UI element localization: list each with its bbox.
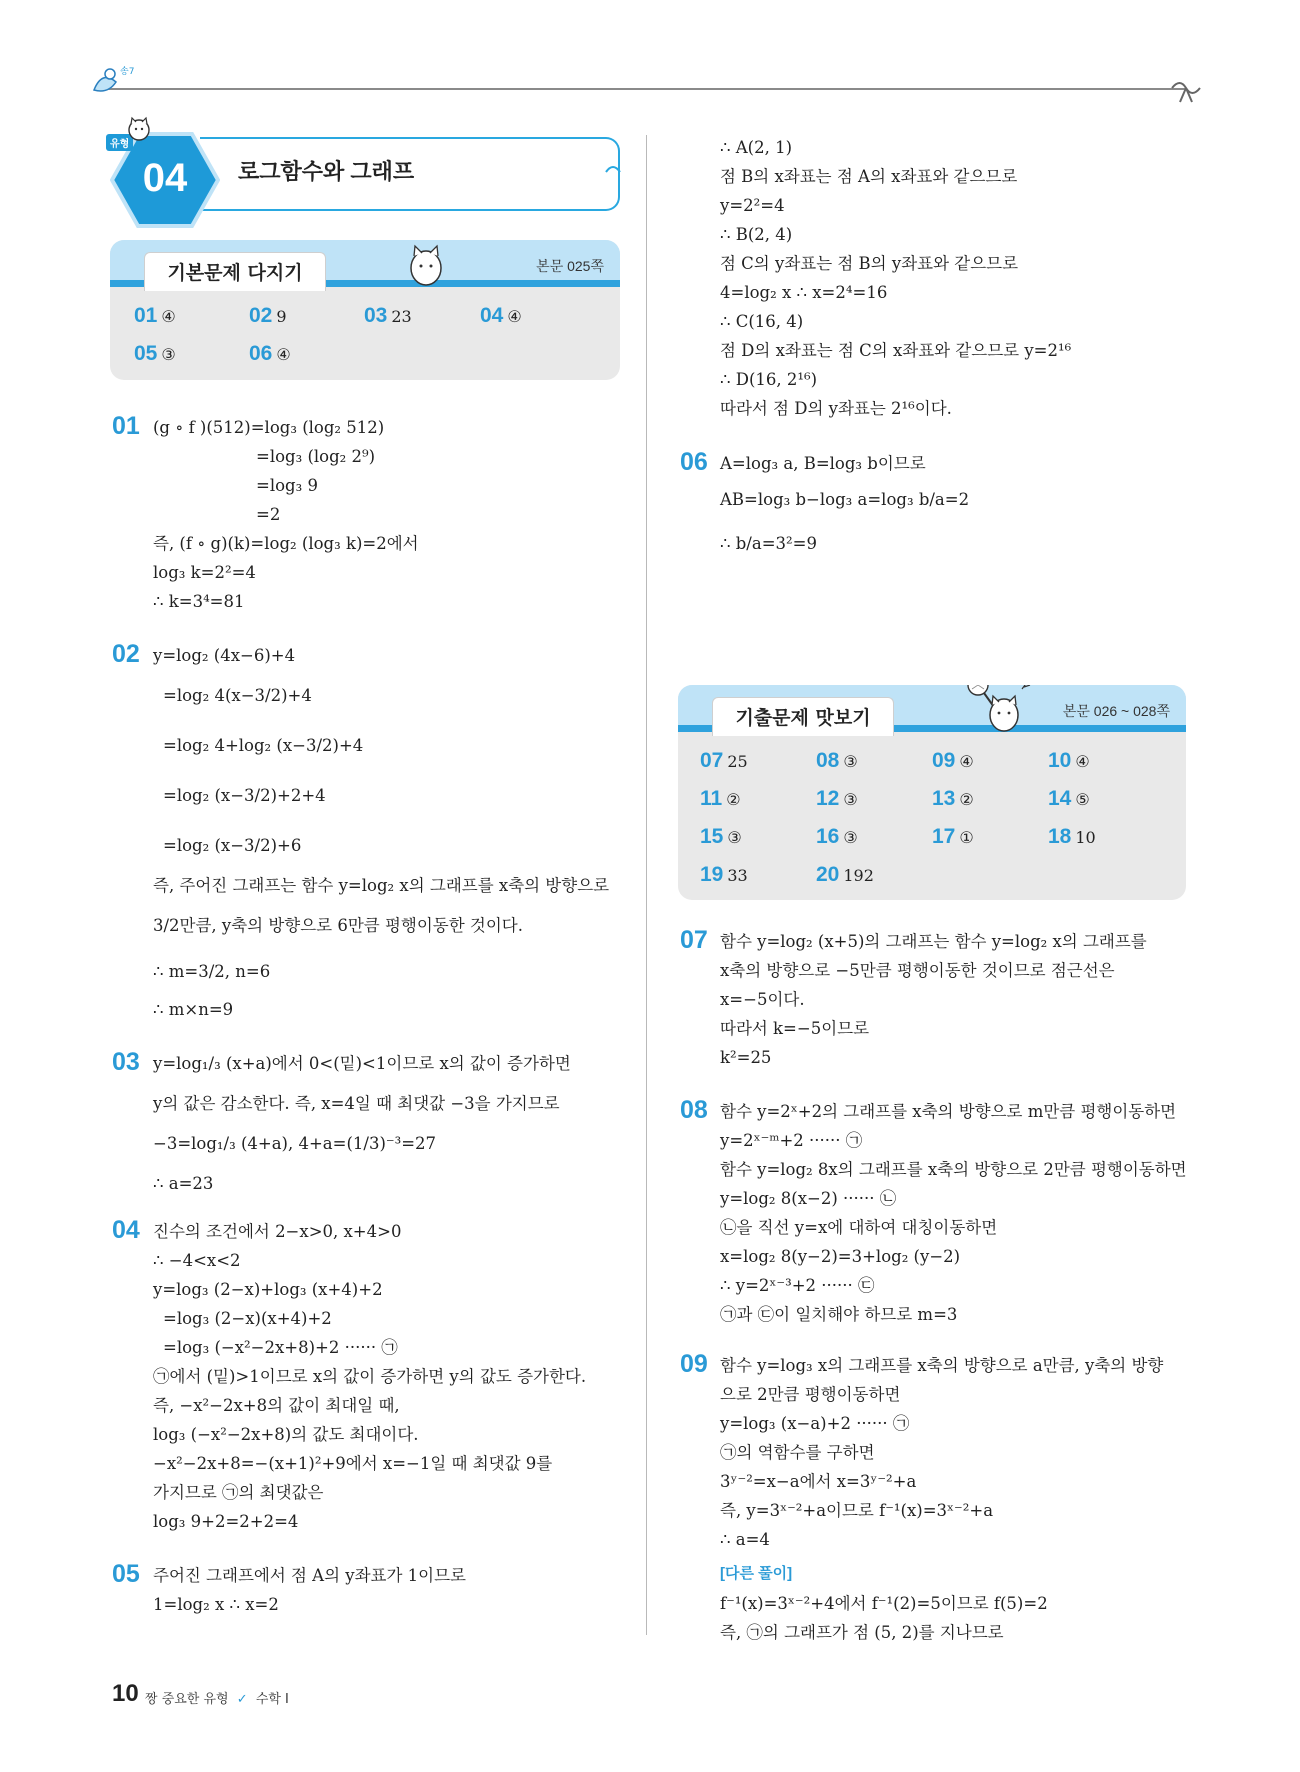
solution-line: 함수 y=log₃ x의 그래프를 x축의 방향으로 a만큼, y축의 방향 xyxy=(720,1356,1164,1375)
problem-number: 08 xyxy=(680,1096,708,1124)
solution-line: ㉡을 직선 y=x에 대하여 대칭이동하면 xyxy=(720,1218,998,1237)
answer-item: 10 ④ xyxy=(1048,749,1090,772)
chapter-tag: 유형 xyxy=(106,134,133,151)
solution-line: log₃ (−x²−2x+8)의 값도 최대이다. xyxy=(153,1425,419,1444)
solution-line: y=log₁/₃ (x+a)에서 0<(밑)<1이므로 x의 값이 증가하면 xyxy=(153,1054,571,1073)
alternative-solution-label: [다른 풀이] xyxy=(720,1565,793,1582)
answer-item: 01 ④ xyxy=(134,304,176,327)
answer-item: 16 ③ xyxy=(816,825,858,848)
answer-item: 13 ② xyxy=(932,787,974,810)
solution-line: f⁻¹(x)=3ˣ⁻²+4에서 f⁻¹(2)=5이므로 f(5)=2 xyxy=(720,1594,1048,1613)
answer-item: 03 23 xyxy=(364,304,412,327)
solution-line: ∴ B(2, 4) xyxy=(720,225,793,244)
solution-line: x=log₂ 8(y−2)=3+log₂ (y−2) xyxy=(720,1247,961,1266)
solution-line: x축의 방향으로 −5만큼 평행이동한 것이므로 점근선은 xyxy=(720,961,1115,980)
solution-line: 3/2만큼, y축의 방향으로 6만큼 평행이동한 것이다. xyxy=(153,916,523,935)
solution-line: ∴ y=2ˣ⁻³+2 ······ ㉢ xyxy=(720,1276,875,1295)
solution-line: =log₂ 4(x−3/2)+4 xyxy=(163,686,312,705)
solution-line: x=−5이다. xyxy=(720,990,805,1009)
solution-line: 즉, −x²−2x+8의 값이 최대일 때, xyxy=(153,1396,400,1415)
answer-item: 04 ④ xyxy=(480,304,522,327)
solution-line: y=log₃ (x−a)+2 ······ ㉠ xyxy=(720,1414,910,1433)
solution-line: =2 xyxy=(256,505,281,524)
solution-line: AB=log₃ b−log₃ a=log₃ b/a=2 xyxy=(720,490,970,509)
solution-line: 함수 y=log₂ (x+5)의 그래프는 함수 y=log₂ x의 그래프를 xyxy=(720,932,1147,951)
problem-number: 09 xyxy=(680,1350,708,1378)
problem-number: 02 xyxy=(112,640,140,668)
solution-line: 즉, (f ∘ g)(k)=log₂ (log₃ k)=2에서 xyxy=(153,534,419,553)
solution-line: =log₂ (x−3/2)+6 xyxy=(163,836,302,855)
solution-line: ㉠의 역함수를 구하면 xyxy=(720,1443,875,1462)
cat-mascot-icon xyxy=(126,116,152,142)
problem-number: 01 xyxy=(112,412,140,440)
answer-item: 20 192 xyxy=(816,863,874,886)
footer-book-title: 짱 중요한 유형 ✓ 수학 Ⅰ xyxy=(145,1692,289,1707)
solution-line: 으로 2만큼 평행이동하면 xyxy=(720,1385,901,1404)
solution-line: log₃ 9+2=2+2=4 xyxy=(153,1512,299,1531)
solution-line: 가지므로 ㉠의 최댓값은 xyxy=(153,1483,324,1502)
problem-number: 07 xyxy=(680,926,708,954)
panel-title: 기출문제 맛보기 xyxy=(712,697,894,736)
answer-item: 19 33 xyxy=(700,863,748,886)
solution-line: y=2ˣ⁻ᵐ+2 ······ ㉠ xyxy=(720,1131,863,1150)
solution-line: 즉, ㉠의 그래프가 점 (5, 2)를 지나므로 xyxy=(720,1623,1004,1642)
solution-line: 즉, 주어진 그래프는 함수 y=log₂ x의 그래프를 x축의 방향으로 xyxy=(153,876,610,895)
box-curl-icon xyxy=(604,162,622,176)
solution-line: ∴ m=3/2, n=6 xyxy=(153,962,271,981)
answer-item: 14 ⑤ xyxy=(1048,787,1090,810)
past-exam-panel xyxy=(678,685,1186,900)
problem-number: 05 xyxy=(112,1560,140,1588)
solution-line: y=log₂ 8(x−2) ······ ㉡ xyxy=(720,1189,897,1208)
solution-line: 진수의 조건에서 2−x>0, x+4>0 xyxy=(153,1222,402,1241)
bell-decoration-icon xyxy=(82,60,142,100)
column-divider xyxy=(646,135,647,1635)
answer-item: 15 ③ xyxy=(700,825,742,848)
solution-line: ∴ A(2, 1) xyxy=(720,138,793,157)
solution-line: y=2²=4 xyxy=(720,196,785,215)
answer-item: 12 ③ xyxy=(816,787,858,810)
solution-line: =log₃ 9 xyxy=(256,476,318,495)
solution-line: 즉, y=3ˣ⁻²+a이므로 f⁻¹(x)=3ˣ⁻²+a xyxy=(720,1501,994,1520)
problem-number: 06 xyxy=(680,448,708,476)
answer-item: 09 ④ xyxy=(932,749,974,772)
basic-problems-panel xyxy=(110,240,620,380)
answer-item: 08 ③ xyxy=(816,749,858,772)
solution-line: 4=log₂ x ∴ x=2⁴=16 xyxy=(720,283,888,302)
solution-line: ∴ −4<x<2 xyxy=(153,1251,241,1270)
page-reference: 본문 026 ~ 028쪽 xyxy=(1062,703,1170,719)
solution-line: (g ∘ f )(512)=log₃ (log₂ 512) xyxy=(153,418,385,437)
solution-line: −x²−2x+8=−(x+1)²+9에서 x=−1일 때 최댓값 9를 xyxy=(153,1454,553,1473)
solution-line: k²=25 xyxy=(720,1048,772,1067)
solution-line: 따라서 점 D의 y좌표는 2¹⁶이다. xyxy=(720,399,952,418)
solution-line: y=log₂ (4x−6)+4 xyxy=(153,646,296,665)
solution-line: 함수 y=log₂ 8x의 그래프를 x축의 방향으로 2만큼 평행이동하면 xyxy=(720,1160,1187,1179)
solution-line: ∴ C(16, 4) xyxy=(720,312,804,331)
solution-line: 점 B의 x좌표는 점 A의 x좌표와 같으므로 xyxy=(720,167,1018,186)
problem-number: 04 xyxy=(112,1216,140,1244)
answer-item: 02 9 xyxy=(249,304,287,327)
solution-line: 함수 y=2ˣ+2의 그래프를 x축의 방향으로 m만큼 평행이동하면 xyxy=(720,1102,1177,1121)
page-reference: 본문 025쪽 xyxy=(536,258,604,274)
chapter-title: 로그함수와 그래프 xyxy=(238,159,415,184)
solution-line: 점 D의 x좌표는 점 C의 x좌표와 같으므로 y=2¹⁶ xyxy=(720,341,1072,360)
answer-item: 07 25 xyxy=(700,749,748,772)
solution-line: A=log₃ a, B=log₃ b이므로 xyxy=(720,454,926,473)
solution-line: =log₂ (x−3/2)+2+4 xyxy=(163,786,326,805)
solution-line: =log₃ (log₂ 2⁹) xyxy=(256,447,376,466)
solution-line: y=log₃ (2−x)+log₃ (x+4)+2 xyxy=(153,1280,383,1299)
solution-line: y의 값은 감소한다. 즉, x=4일 때 최댓값 −3을 가지므로 xyxy=(153,1094,560,1113)
solution-line: ㉠과 ㉢이 일치해야 하므로 m=3 xyxy=(720,1305,958,1324)
problem-number: 03 xyxy=(112,1048,140,1076)
panel-title: 기본문제 다지기 xyxy=(144,252,326,291)
answer-item: 17 ① xyxy=(932,825,974,848)
solution-line: ∴ m×n=9 xyxy=(153,1000,234,1019)
solution-line: 주어진 그래프에서 점 A의 y좌표가 1이므로 xyxy=(153,1566,466,1585)
solution-line: =log₃ (−x²−2x+8)+2 ······ ㉠ xyxy=(163,1338,398,1357)
page-number: 10 xyxy=(112,1680,139,1707)
cat-mascot-icon xyxy=(402,242,452,290)
answer-item: 06 ④ xyxy=(249,342,291,365)
solution-line: =log₂ 4+log₂ (x−3/2)+4 xyxy=(163,736,364,755)
solution-line: ∴ a=4 xyxy=(720,1530,770,1549)
solution-line: ∴ D(16, 2¹⁶) xyxy=(720,370,818,389)
solution-line: ∴ k=3⁴=81 xyxy=(153,592,245,611)
solution-line: 3ʸ⁻²=x−a에서 x=3ʸ⁻²+a xyxy=(720,1472,917,1491)
solution-line: 1=log₂ x ∴ x=2 xyxy=(153,1595,279,1614)
solution-line: 점 C의 y좌표는 점 B의 y좌표와 같으므로 xyxy=(720,254,1019,273)
cat-badminton-icon xyxy=(964,685,1034,737)
ribbon-knot-icon xyxy=(1168,76,1204,106)
answer-item: 18 10 xyxy=(1048,825,1096,848)
solution-line: ∴ a=23 xyxy=(153,1174,214,1193)
chapter-number: 04 xyxy=(142,156,188,200)
solution-line: log₃ k=2²=4 xyxy=(153,563,256,582)
svg-text:송7: 송7 xyxy=(120,67,135,77)
footer-separator-icon: ✓ xyxy=(236,1692,248,1707)
solution-line: ∴ b/a=3²=9 xyxy=(720,534,817,553)
answer-item: 05 ③ xyxy=(134,342,176,365)
solution-line: =log₃ (2−x)(x+4)+2 xyxy=(163,1309,332,1328)
solution-line: 따라서 k=−5이므로 xyxy=(720,1019,870,1038)
top-rule xyxy=(95,88,1185,90)
solution-line: ㉠에서 (밑)>1이므로 x의 값이 증가하면 y의 값도 증가한다. xyxy=(153,1367,587,1386)
solution-line: −3=log₁/₃ (4+a), 4+a=(1/3)⁻³=27 xyxy=(153,1134,437,1153)
answer-item: 11 ② xyxy=(700,787,741,810)
